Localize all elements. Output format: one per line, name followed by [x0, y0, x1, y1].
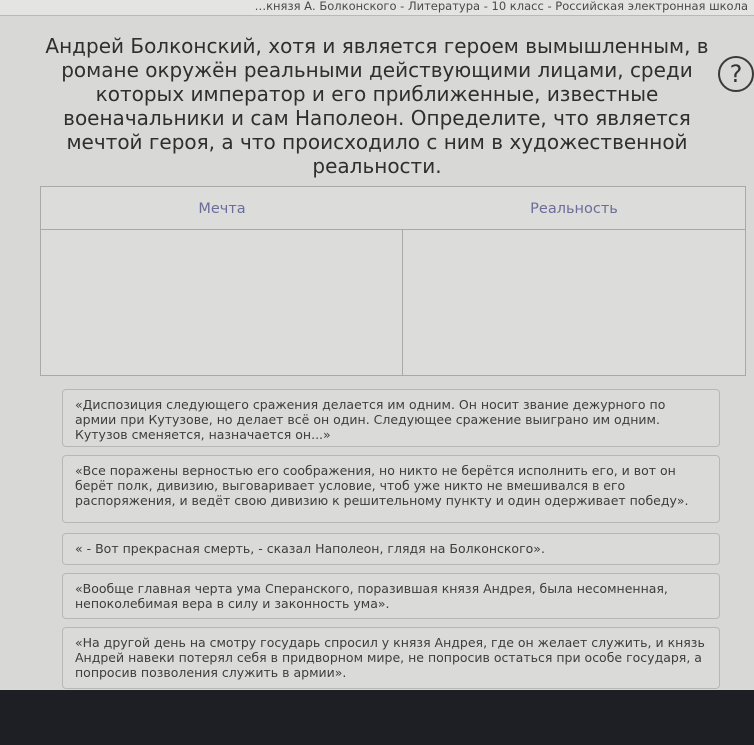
help-icon[interactable]: ? [718, 56, 754, 92]
screen-bottom-bezel [0, 690, 754, 745]
window-title-bar [0, 0, 754, 16]
column-header-reality: Реальность [530, 201, 618, 217]
drop-zone-dream[interactable] [41, 229, 403, 375]
drop-zone-reality[interactable] [403, 229, 745, 375]
draggable-quote-card[interactable]: «Все поражены верностью его соображения, но никто не берётся исполнить его, и вот он берёт полк, дивизию, выговаривает условие, чтоб уже никто не вмешивался в его распоряжения, и ведёт свою дивизию к решительному пункту и один одерживает победу». [62, 455, 720, 523]
column-header-dream: Мечта [198, 201, 246, 217]
draggable-quote-card[interactable]: «На другой день на смотру государь спросил у князя Андрея, где он желает служить, и князь Андрей навеки потерял себя в придворном мире, не попросив остаться при особе государя, а попросив позволения служить в армии». [62, 627, 720, 689]
draggable-quote-card[interactable]: « - Вот прекрасная смерть, - сказал Наполеон, глядя на Болконского». [62, 533, 720, 565]
question-text: Андрей Болконский, хотя и является героем вымышленным, в романе окружён реальными действующими лицами, среди которых император и его приближенные, известные военачальники и сам Наполеон. Определите, что является мечтой героя, а что происходило с ним в художественной реальности. [45, 34, 709, 178]
draggable-quote-card[interactable]: «Диспозиция следующего сражения делается им одним. Он носит звание дежурного по армии при Кутузове, но делает всё он один. Следующее сражение выиграно им одним. Кутузов сменяется, назначается он...» [62, 389, 720, 447]
answer-table [40, 186, 746, 376]
draggable-quote-card[interactable]: «Вообще главная черта ума Сперанского, поразившая князя Андрея, была несомненная, непоколебимая вера в силу и законность ума». [62, 573, 720, 619]
window-title: …князя А. Болконского - Литература - 10 класс - Российская электронная школа [254, 0, 748, 13]
